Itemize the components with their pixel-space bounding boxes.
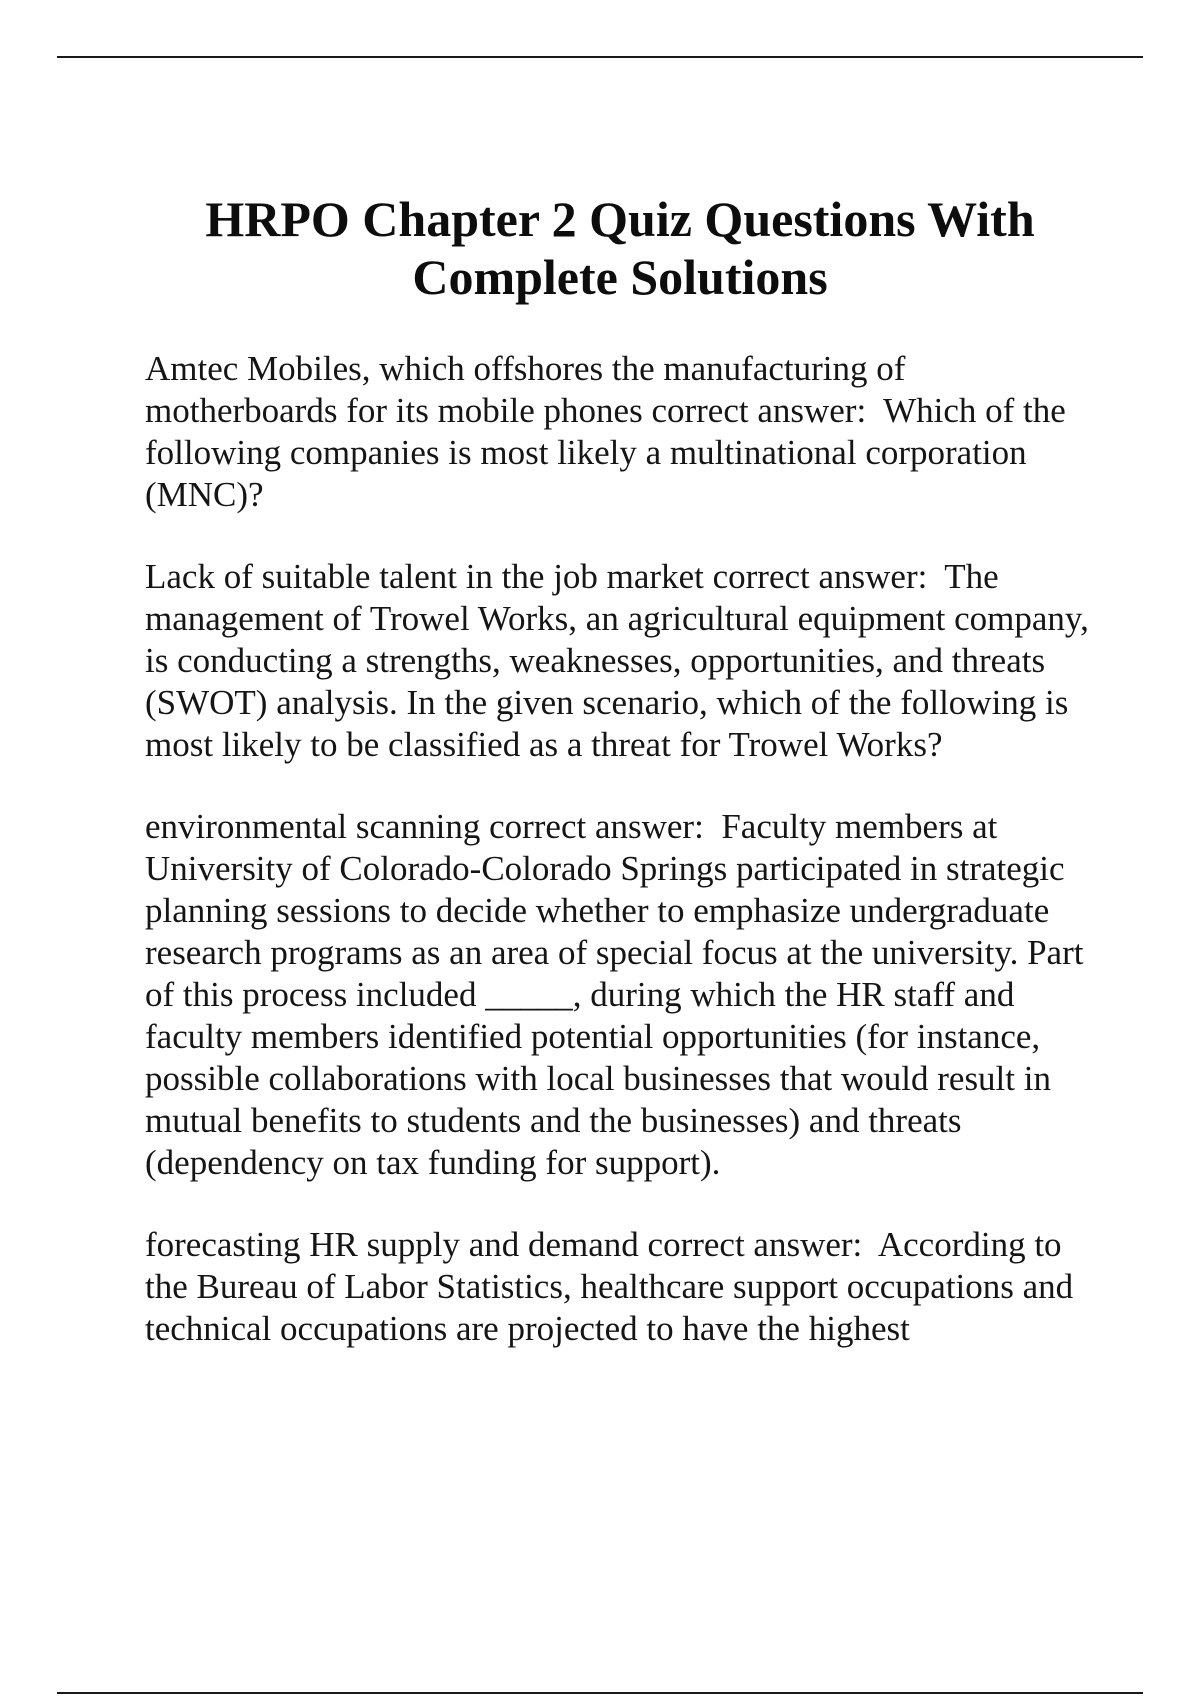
qa-entry-4 [145,1224,1090,1350]
answer-separator: correct answer: [703,557,945,596]
qa-entry-2 [145,556,1098,766]
answer-separator: correct answer: [642,391,884,430]
answer-text: forecasting HR supply and demand [145,1225,639,1264]
top-rule [57,56,1143,58]
question-text: The management of Trowel Works, an agricultural equipment company, is conducting a strengths, weaknesses, opportunities, and threats (SWOT) analysis. In the given scenario, which of the following is most likely to be classified as a threat for Trowel Works? [145,557,1098,764]
question-text: According to the Bureau of Labor Statistics, healthcare support occupations and technical occupations are projected to have the highest [145,1225,1082,1348]
answer-text: environmental scanning [145,807,481,846]
qa-list [145,348,1098,1390]
question-text: Which of the following companies is most likely a multinational corporation (MNC)? [145,391,1075,514]
answer-separator: correct answer: [638,1225,878,1264]
question-text: Faculty members at University of Colorado-Colorado Springs participated in strategic planning sessions to decide whether to emphasize undergraduate research programs as an area of special focus at the university. Part of this process included _____, during which the HR staff and faculty members identified potential opportunities (for instance, possible collaborations with local businesses that would result in mutual benefits to students and the businesses) and threats (dependency on tax funding for support). [145,807,1093,1182]
answer-text: Amtec Mobiles, which offshores the manufacturing of motherboards for its mobile phones [145,349,915,430]
document-title: HRPO Chapter 2 Quiz Questions With Complete Solutions [205,191,1035,305]
qa-entry-3 [145,806,1093,1184]
answer-separator: correct answer: [480,807,722,846]
answer-text: Lack of suitable talent in the job market [145,557,704,596]
qa-entry-1 [145,348,1090,516]
bottom-rule [57,1692,1143,1694]
